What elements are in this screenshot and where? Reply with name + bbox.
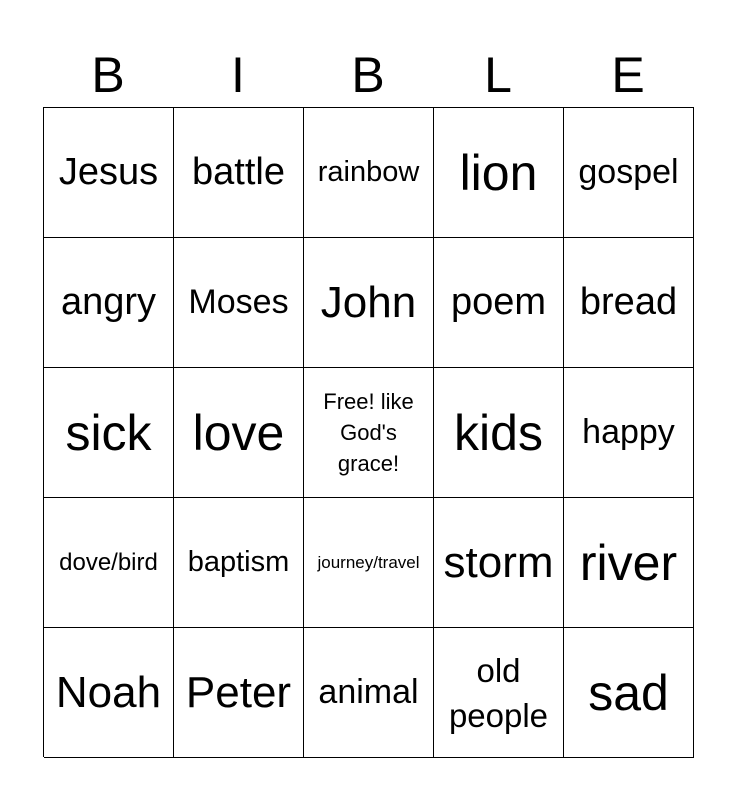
bingo-cell-r2-c1[interactable] (44, 238, 174, 368)
cell-word: journey/travel (317, 552, 420, 572)
bingo-cell-r3-c2[interactable] (174, 368, 304, 498)
cell-word: rainbow (317, 156, 420, 188)
bingo-cell-r1-c4[interactable] (434, 108, 564, 238)
bingo-cell-r4-c5[interactable] (564, 498, 694, 628)
cell-word: happy (582, 413, 675, 451)
bingo-cell-r4-c3[interactable] (304, 498, 434, 628)
bingo-board (43, 107, 694, 757)
bingo-cell-r5-c1[interactable] (44, 628, 174, 758)
cell-word: baptism (187, 546, 290, 578)
header-letter-l: L (484, 47, 512, 103)
cell-word: John (320, 277, 417, 327)
bingo-cell-r2-c5[interactable] (564, 238, 694, 368)
cell-word: sad (588, 664, 669, 721)
bingo-header (43, 42, 693, 108)
cell-word: dove/bird (59, 548, 158, 576)
header-letter-i: I (231, 47, 245, 103)
bingo-cell-r2-c4[interactable] (434, 238, 564, 368)
header-letter-e: E (611, 47, 645, 103)
bingo-cell-r3-c5[interactable] (564, 368, 694, 498)
header-letter-b2: B (351, 47, 385, 103)
bingo-cell-r3-c4[interactable] (434, 368, 564, 498)
cell-word: Moses (188, 283, 289, 321)
bingo-cell-r5-c2[interactable] (174, 628, 304, 758)
cell-word: lion (459, 144, 538, 201)
bingo-cell-r1-c5[interactable] (564, 108, 694, 238)
header-letter-b1: B (91, 47, 125, 103)
cell-word: old people (448, 651, 549, 734)
cell-word: storm (443, 537, 554, 587)
cell-word: battle (192, 151, 285, 193)
cell-word: poem (450, 281, 547, 323)
bingo-cell-r5-c5[interactable] (564, 628, 694, 758)
bingo-cell-r1-c2[interactable] (174, 108, 304, 238)
bingo-cell-r5-c3[interactable] (304, 628, 434, 758)
cell-word: gospel (578, 153, 679, 191)
cell-word: love (192, 404, 285, 461)
cell-word: Free! like God's grace! (323, 389, 414, 476)
cell-word: Peter (185, 667, 292, 717)
bingo-cell-r4-c1[interactable] (44, 498, 174, 628)
cell-word: Noah (55, 667, 162, 717)
cell-word: Jesus (58, 151, 159, 193)
cell-word: bread (579, 281, 678, 323)
bingo-cell-r1-c1[interactable] (44, 108, 174, 238)
bingo-cell-r2-c3[interactable] (304, 238, 434, 368)
cell-word: angry (60, 281, 157, 323)
bingo-cell-r5-c4[interactable] (434, 628, 564, 758)
bingo-cell-r4-c4[interactable] (434, 498, 564, 628)
bingo-cell-r4-c2[interactable] (174, 498, 304, 628)
bingo-cell-r2-c2[interactable] (174, 238, 304, 368)
bingo-free-space[interactable] (304, 368, 434, 498)
cell-word: animal (318, 673, 419, 711)
cell-word: kids (454, 404, 543, 461)
bingo-cell-r1-c3[interactable] (304, 108, 434, 238)
cell-word: sick (65, 404, 152, 461)
bingo-cell-r3-c1[interactable] (44, 368, 174, 498)
cell-word: river (579, 534, 678, 591)
